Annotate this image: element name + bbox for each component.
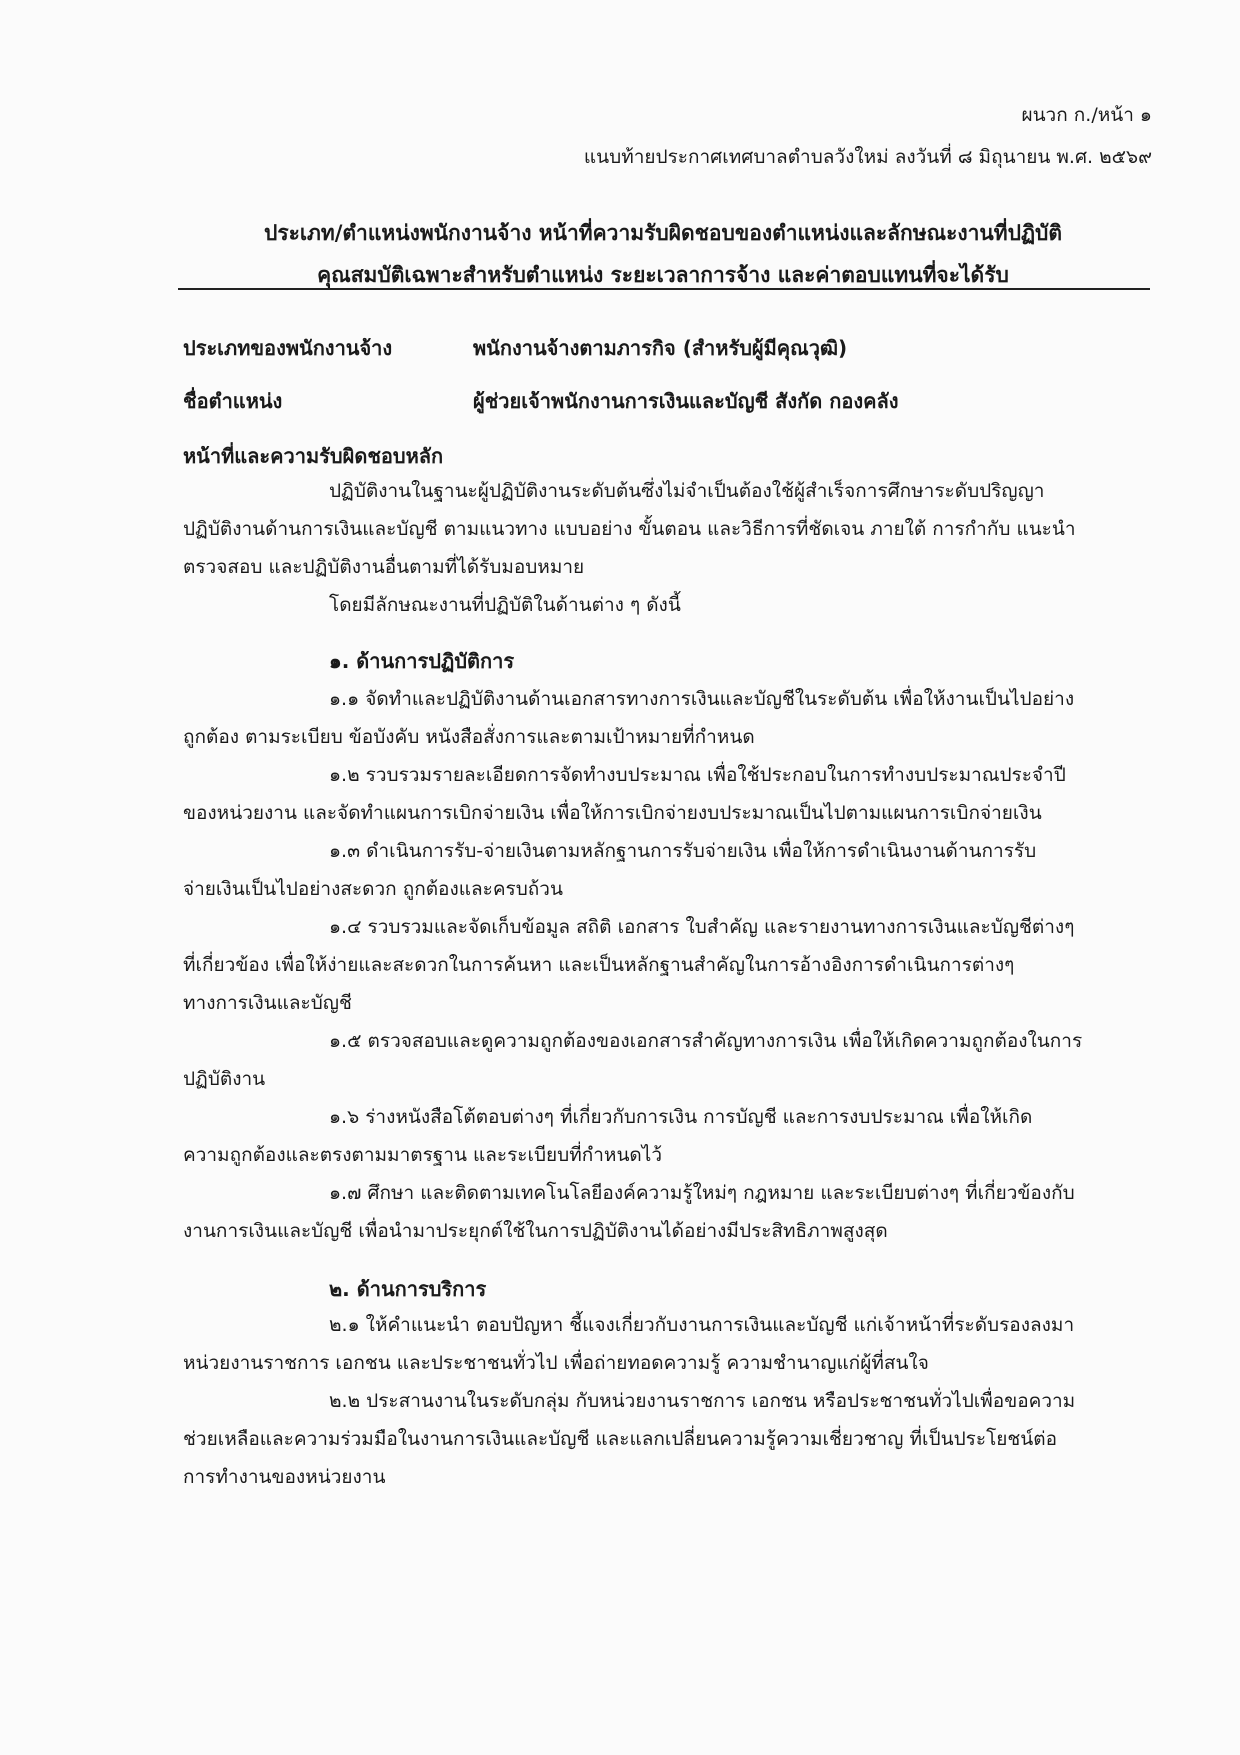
- section-1-body: [183, 680, 1148, 1250]
- section-1-line: ปฏิบัติงาน: [183, 1068, 266, 1090]
- title-line-2: คุณสมบัติเฉพาะสำหรับตำแหน่ง ระยะเวลาการจ้าง และค่าตอบแทนที่จะได้รับ: [317, 263, 1009, 287]
- duties-intro: [183, 472, 1148, 624]
- section-1-line: ๑.๗ ศึกษา และติดตามเทคโนโลยีองค์ความรู้ใหม่ๆ กฎหมาย และระเบียบต่างๆ ที่เกี่ยวข้องกับ: [329, 1182, 1075, 1204]
- attached-announcement-line: แนบท้ายประกาศเทศบาลตำบลวังใหม่ ลงวันที่ ๘ มิถุนายน พ.ศ. ๒๕๖๙: [583, 146, 1152, 168]
- section-1-line: จ่ายเงินเป็นไปอย่างสะดวก ถูกต้องและครบถ้วน: [183, 878, 563, 900]
- section-1-line: ทางการเงินและบัญชี: [183, 992, 352, 1014]
- section-1-line: ๑.๑ จัดทำและปฏิบัติงานด้านเอกสารทางการเงินและบัญชีในระดับต้น เพื่อให้งานเป็นไปอย่าง: [329, 688, 1075, 710]
- section-1-line: ของหน่วยงาน และจัดทำแผนการเบิกจ่ายเงิน เพื่อให้การเบิกจ่ายงบประมาณเป็นไปตามแผนการเบิกจ่ายเงิน: [183, 802, 1042, 824]
- section-2-line: หน่วยงานราชการ เอกชน และประชาชนทั่วไป เพื่อถ่ายทอดความรู้ ความชำนาญแก่ผู้ที่สนใจ: [183, 1352, 929, 1374]
- section-1-line: ๑.๓ ดำเนินการรับ-จ่ายเงินตามหลักฐานการรับจ่ายเงิน เพื่อให้การดำเนินงานด้านการรับ: [329, 840, 1037, 862]
- section-2-heading: ๒. ด้านการบริการ: [329, 1277, 487, 1301]
- duties-heading: หน้าที่และความรับผิดชอบหลัก: [183, 444, 444, 468]
- employee-type-value: พนักงานจ้างตามภารกิจ (สำหรับผู้มีคุณวุฒิ): [473, 336, 848, 360]
- section-1-line: ถูกต้อง ตามระเบียบ ข้อบังคับ หนังสือสั่งการและตามเป้าหมายที่กำหนด: [183, 726, 755, 748]
- section-2-line: ช่วยเหลือและความร่วมมือในงานการเงินและบัญชี และแลกเปลี่ยนความรู้ความเชี่ยวชาญ ที่เป็นประโยชน์ต่อ: [183, 1428, 1058, 1450]
- position-name-value: ผู้ช่วยเจ้าพนักงานการเงินและบัญชี สังกัด กองคลัง: [473, 389, 899, 413]
- annex-page-label: ผนวก ก./หน้า ๑: [1021, 104, 1152, 126]
- employee-type-label: ประเภทของพนักงานจ้าง: [183, 336, 393, 360]
- section-1-line: ความถูกต้องและตรงตามมาตรฐาน และระเบียบที่กำหนดไว้: [183, 1144, 662, 1166]
- document-title: [180, 212, 1146, 296]
- title-divider: [178, 288, 1150, 290]
- intro-line: ปฏิบัติงานด้านการเงินและบัญชี ตามแนวทาง แบบอย่าง ขั้นตอน และวิธีการที่ชัดเจน ภายใต้ การกำกับ แนะนำ: [183, 518, 1076, 540]
- section-1-line: ๑.๒ รวบรวมรายละเอียดการจัดทำงบประมาณ เพื่อใช้ประกอบในการทำงบประมาณประจำปี: [329, 764, 1066, 786]
- section-1-line: ๑.๖ ร่างหนังสือโต้ตอบต่างๆ ที่เกี่ยวกับการเงิน การบัญชี และการงบประมาณ เพื่อให้เกิด: [329, 1106, 1033, 1128]
- title-line-1: ประเภท/ตำแหน่งพนักงานจ้าง หน้าที่ความรับผิดชอบของตำแหน่งและลักษณะงานที่ปฏิบัติ: [263, 221, 1063, 245]
- section-1-line: งานการเงินและบัญชี เพื่อนำมาประยุกต์ใช้ในการปฏิบัติงานได้อย่างมีประสิทธิภาพสูงสุด: [183, 1220, 888, 1242]
- section-2-line: การทำงานของหน่วยงาน: [183, 1466, 386, 1488]
- intro-line: ปฏิบัติงานในฐานะผู้ปฏิบัติงานระดับต้นซึ่งไม่จำเป็นต้องใช้ผู้สำเร็จการศึกษาระดับปริญญา: [329, 480, 1045, 502]
- section-2-body: [183, 1306, 1148, 1496]
- section-2-line: ๒.๑ ให้คำแนะนำ ตอบปัญหา ชี้แจงเกี่ยวกับงานการเงินและบัญชี แก่เจ้าหน้าที่ระดับรองลงมา: [329, 1314, 1075, 1336]
- intro-line: ตรวจสอบ และปฏิบัติงานอื่นตามที่ได้รับมอบหมาย: [183, 556, 585, 578]
- section-1-line: ๑.๔ รวบรวมและจัดเก็บข้อมูล สถิติ เอกสาร ใบสำคัญ และรายงานทางการเงินและบัญชีต่างๆ: [329, 916, 1075, 938]
- section-1-heading: ๑. ด้านการปฏิบัติการ: [329, 649, 515, 673]
- intro-line: โดยมีลักษณะงานที่ปฏิบัติในด้านต่าง ๆ ดังนี้: [329, 594, 681, 616]
- section-1-line: ที่เกี่ยวข้อง เพื่อให้ง่ายและสะดวกในการค้นหา และเป็นหลักฐานสำคัญในการอ้างอิงการดำเนินการต่างๆ: [183, 954, 1015, 976]
- section-2-line: ๒.๒ ประสานงานในระดับกลุ่ม กับหน่วยงานราชการ เอกชน หรือประชาชนทั่วไปเพื่อขอความ: [329, 1390, 1076, 1412]
- position-name-label: ชื่อตำแหน่ง: [183, 389, 283, 413]
- section-1-line: ๑.๕ ตรวจสอบและดูความถูกต้องของเอกสารสำคัญทางการเงิน เพื่อให้เกิดความถูกต้องในการ: [329, 1030, 1083, 1052]
